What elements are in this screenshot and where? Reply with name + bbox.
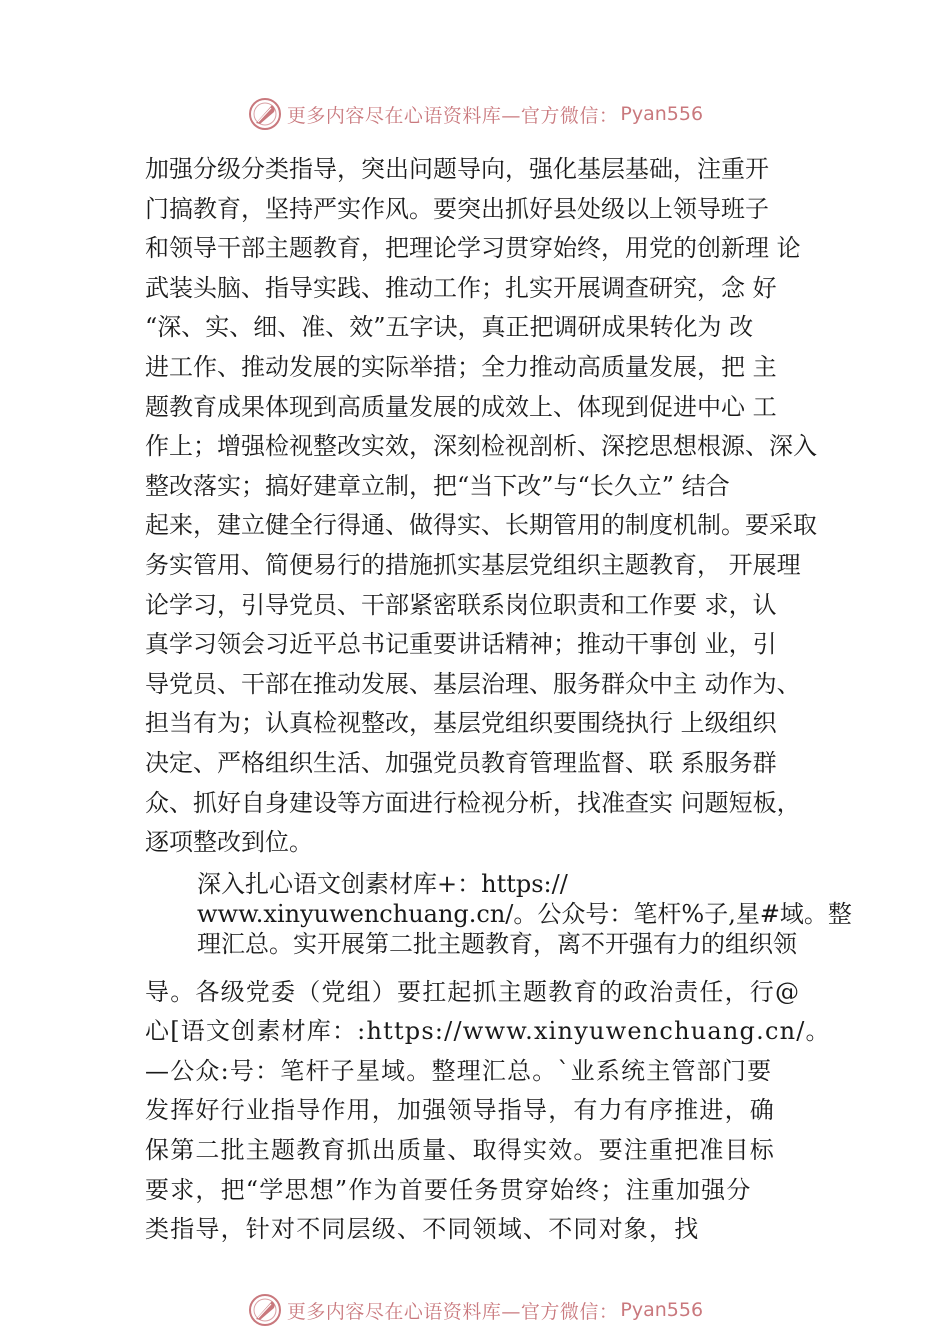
paragraph-line: 要求，把“学思想”作为首要任务贯穿始终；注重加强分 (145, 1175, 752, 1204)
paragraph-line: 发挥好行业指导作用，加强领导指导，有力有序推进，确 (145, 1096, 775, 1125)
document-body (145, 150, 852, 1250)
paragraph-line: 逐项整改到位。 (145, 828, 313, 857)
source-note-line: www.xinyuwenchuang.cn/。公众号：笔杆%子,星#域。整 (197, 899, 852, 928)
paragraph-line: 导党员、干部在推动发展、基层治理、服务群众中主 动作为、 (145, 669, 801, 698)
banner-text: 更多内容尽在心语资料库—官方微信： (286, 104, 619, 127)
paragraph-line: 务实管用、简便易行的措施抓实基层党组织主题教育， 开展理 (145, 550, 801, 579)
paragraph-line: “深、实、细、准、效”五字诀，真正把调研成果转化为 改 (145, 313, 754, 342)
paragraph-line: 担当有为；认真检视整改，基层党组织要围绕执行 上级组织 (145, 709, 777, 738)
banner-text: 更多内容尽在心语资料库—官方微信： (286, 1300, 619, 1323)
paragraph-line: 决定、严格组织生活、加强党员教育管理监督、联 系服务群 (145, 748, 777, 777)
source-note-line: 深入扎心语文创素材库+：https:// (197, 869, 568, 898)
source-note-line: 理汇总。实开展第二批主题教育，离不开强有力的组织领 (197, 929, 797, 958)
paragraph-line: 加强分级分类指导，突出问题导向，强化基层基础，注重开 (145, 155, 769, 183)
paragraph-line: 武装头脑、指导实践、推动工作；扎实开展调查研究，念 好 (145, 273, 777, 302)
paragraph-line: 保第二批主题教育抓出质量、取得实效。要注重把准目标 (145, 1136, 775, 1165)
paragraph-line: 题教育成果体现到高质量发展的成效上、体现到促进中心 工 (145, 392, 777, 421)
banner-wechat-id: Pyan556 (620, 103, 704, 125)
paragraph-line: —公众:号：笔杆子星域。整理汇总。`业系统主管部门要 (145, 1056, 773, 1085)
paragraph-line: 门搞教育，坚持严实作风。要突出抓好县处级以上领导班子 (145, 194, 769, 223)
feather-pen-seal-icon (247, 1292, 283, 1328)
paragraph-line: 心[语文创素材库：:https://www.xinyuwenchuang.cn/。 (145, 1017, 831, 1046)
feather-pen-seal-icon (247, 96, 283, 132)
paragraph-line: 类指导，针对不同层级、不同领域、不同对象，找 (145, 1215, 700, 1244)
paragraph-line: 起来，建立健全行得通、做得实、长期管用的制度机制。要采取 (145, 511, 817, 540)
paragraph-line: 和领导干部主题教育，把理论学习贯穿始终，用党的创新理 论 (145, 234, 801, 263)
header-banner (0, 94, 950, 134)
paragraph-line: 众、抓好自身建设等方面进行检视分析，找准查实 问题短板， (145, 788, 801, 817)
paragraph-line: 进工作、推动发展的实际举措；全力推动高质量发展，把 主 (145, 352, 777, 381)
paragraph-line: 作上；增强检视整改实效，深刻检视剖析、深挖思想根源、深入 (145, 432, 817, 461)
paragraph-line: 导。各级党委（党组）要扛起抓主题教育的政治责任，行@ (145, 977, 801, 1006)
paragraph-line: 整改落实；搞好建章立制，把“当下改”与“长久立” 结合 (145, 471, 730, 500)
footer-banner (0, 1290, 950, 1330)
paragraph-line: 论学习，引导党员、干部紧密联系岗位职责和工作要 求，认 (145, 590, 777, 619)
banner-wechat-id: Pyan556 (620, 1299, 704, 1321)
paragraph-line: 真学习领会习近平总书记重要讲话精神；推动干事创 业，引 (145, 630, 777, 659)
